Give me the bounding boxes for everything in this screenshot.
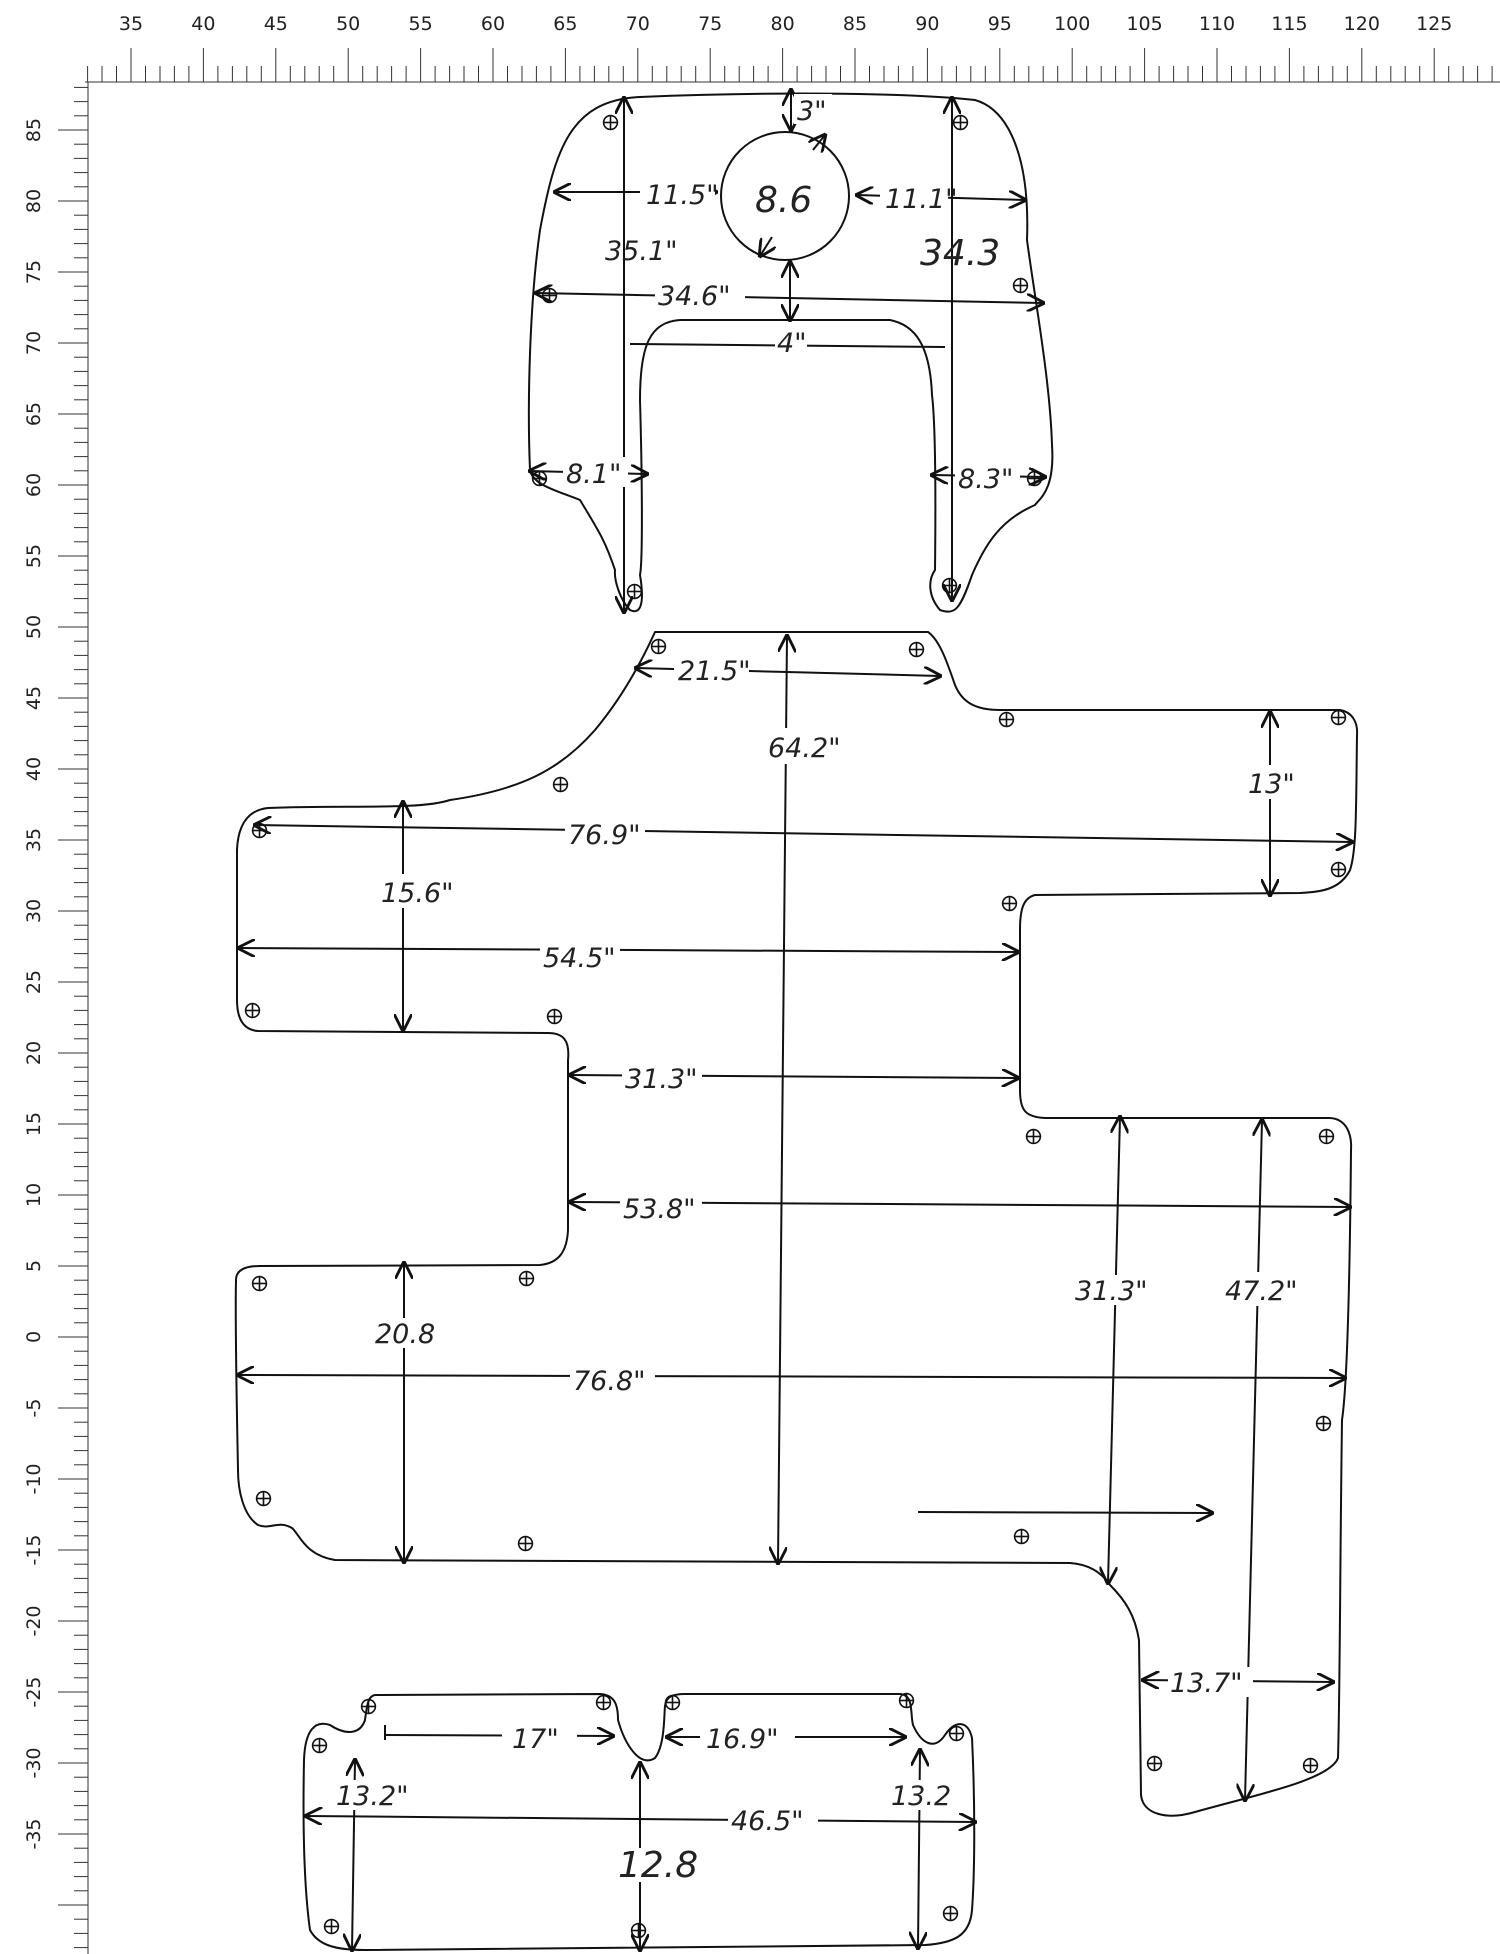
rivet-hole-icon bbox=[1028, 472, 1042, 486]
ruler-label: 15 bbox=[23, 1111, 45, 1137]
ruler-label: -30 bbox=[23, 1747, 45, 1779]
ruler-label: 45 bbox=[23, 685, 45, 711]
ruler-label: 115 bbox=[1271, 13, 1308, 35]
rivet-hole-icon bbox=[1320, 1130, 1334, 1144]
ruler-label: -20 bbox=[23, 1605, 45, 1637]
rivet-hole-icon bbox=[943, 579, 957, 593]
dim-line bbox=[778, 636, 787, 1563]
ruler-label: 35 bbox=[118, 13, 144, 35]
ruler-label: 80 bbox=[23, 188, 45, 214]
ruler-label: 55 bbox=[408, 13, 433, 35]
ruler-label: 40 bbox=[191, 13, 216, 35]
ruler-label: 100 bbox=[1054, 13, 1091, 35]
dim-label: 53.8" bbox=[623, 1194, 696, 1225]
ruler-label: 80 bbox=[770, 13, 795, 35]
dim-label: 64.2" bbox=[768, 733, 841, 764]
rivet-hole-icon bbox=[1332, 863, 1346, 877]
dim-line bbox=[1245, 1120, 1262, 1800]
ruler-label: 120 bbox=[1343, 13, 1380, 35]
rivet-hole-icon bbox=[246, 1004, 260, 1018]
ruler-label: 65 bbox=[23, 401, 45, 427]
dim-label: 21.5" bbox=[678, 656, 751, 687]
ruler-label: 90 bbox=[915, 13, 940, 35]
dim-label: 11.5" bbox=[646, 180, 719, 211]
ruler-label: -5 bbox=[23, 1398, 45, 1418]
dim-label: 13" bbox=[1248, 769, 1295, 800]
dim-label: 13.2" bbox=[336, 1781, 409, 1812]
ruler-label: -15 bbox=[23, 1534, 45, 1566]
pattern-main bbox=[236, 632, 1357, 1816]
rivet-hole-icon bbox=[1304, 1759, 1318, 1773]
rivet-hole-icon bbox=[652, 640, 666, 654]
pattern-top bbox=[529, 90, 1053, 612]
dim-label: 34.6" bbox=[658, 281, 731, 312]
dim-label: 13.7" bbox=[1170, 1668, 1243, 1699]
dim-label: 76.8" bbox=[573, 1366, 646, 1397]
ruler-label: 60 bbox=[480, 13, 506, 35]
rivet-hole-icon bbox=[1003, 897, 1017, 911]
dim-label: 34.3 bbox=[920, 233, 1001, 274]
rivet-hole-icon bbox=[548, 1010, 562, 1024]
dim-label: 8.1" bbox=[566, 459, 622, 490]
ruler-label: 65 bbox=[553, 13, 578, 35]
dim-label: 76.9" bbox=[568, 820, 641, 851]
ruler-label: 10 bbox=[23, 1182, 45, 1208]
dim-line bbox=[239, 948, 1018, 952]
ruler-label: 45 bbox=[263, 13, 288, 35]
dim-label: 16.9" bbox=[706, 1724, 779, 1755]
rivet-hole-icon bbox=[554, 778, 568, 792]
ruler-label: 50 bbox=[336, 13, 361, 35]
rivet-hole-icon bbox=[954, 116, 968, 130]
ruler-label: 125 bbox=[1416, 13, 1453, 35]
dim-label: 17" bbox=[512, 1724, 559, 1755]
ruler-label: 5 bbox=[23, 1259, 45, 1273]
dim-label: 15.6" bbox=[381, 878, 454, 909]
dim-line bbox=[385, 1735, 613, 1736]
top-ruler-ticks bbox=[88, 48, 1493, 82]
left-ruler-ticks bbox=[58, 87, 88, 1947]
ruler-label: 105 bbox=[1126, 13, 1163, 35]
rivet-hole-icon bbox=[604, 116, 618, 130]
dim-label: 13.2 bbox=[891, 1781, 952, 1812]
dim-label: 4" bbox=[777, 328, 807, 359]
ruler-label: 75 bbox=[698, 13, 723, 35]
ruler-label: 55 bbox=[23, 543, 45, 569]
ruler-label: 95 bbox=[987, 13, 1012, 35]
ruler-label: 70 bbox=[23, 330, 45, 356]
rivet-hole-icon bbox=[632, 1924, 646, 1938]
ruler-label: 75 bbox=[23, 259, 45, 285]
pattern-bottom bbox=[304, 1694, 975, 1950]
dim-label: 35.1" bbox=[605, 236, 678, 267]
rivet-hole-icon bbox=[628, 585, 642, 599]
dim-label: 3" bbox=[797, 96, 827, 127]
ruler-label: 85 bbox=[23, 117, 45, 143]
rivet-hole-icon bbox=[533, 472, 547, 486]
rivet-hole-icon bbox=[910, 643, 924, 657]
dim-line bbox=[918, 1512, 1212, 1513]
rivet-hole-icon bbox=[597, 1696, 611, 1710]
ruler-label: 50 bbox=[23, 614, 45, 640]
dim-label: 8.3" bbox=[958, 464, 1014, 495]
rivet-hole-icon bbox=[519, 1537, 533, 1551]
dim-label: 54.5" bbox=[543, 943, 616, 974]
ruler-label: 70 bbox=[625, 13, 650, 35]
rivet-hole-icon bbox=[1014, 279, 1028, 293]
ruler-label: -10 bbox=[23, 1463, 45, 1495]
ruler-label: -25 bbox=[23, 1676, 45, 1708]
rivet-hole-icon bbox=[257, 1492, 271, 1506]
ruler-label: 35 bbox=[23, 827, 45, 853]
dim-line bbox=[813, 135, 825, 150]
dim-line bbox=[918, 1750, 920, 1948]
rivet-hole-icon bbox=[1000, 713, 1014, 727]
rivet-hole-icon bbox=[944, 1907, 958, 1921]
left-ruler-labels bbox=[23, 118, 45, 1850]
rivet-hole-icon bbox=[362, 1700, 376, 1714]
left-ruler bbox=[23, 82, 88, 1954]
dim-line bbox=[760, 237, 772, 256]
rivet-hole-icon bbox=[325, 1920, 339, 1934]
dim-label: 47.2" bbox=[1225, 1276, 1298, 1307]
rivet-hole-icon bbox=[900, 1694, 914, 1708]
dim-label: 31.3" bbox=[1075, 1276, 1148, 1307]
dim-label: 20.8 bbox=[375, 1319, 436, 1350]
top-ruler-labels bbox=[119, 13, 1452, 35]
ruler-label: 85 bbox=[842, 13, 868, 35]
ruler-label: 25 bbox=[23, 969, 45, 995]
top-ruler bbox=[85, 13, 1500, 82]
rivet-hole-icon bbox=[1148, 1757, 1162, 1771]
ruler-label: 40 bbox=[23, 756, 45, 782]
rivet-hole-icon bbox=[1332, 711, 1346, 725]
ruler-label: -35 bbox=[23, 1818, 45, 1850]
rivet-hole-icon bbox=[1015, 1530, 1029, 1544]
rivet-hole-icon bbox=[666, 1696, 680, 1710]
rivet-hole-icon bbox=[313, 1739, 327, 1753]
dim-label: 46.5" bbox=[731, 1806, 804, 1837]
rivet-hole-icon bbox=[1027, 1130, 1041, 1144]
dim-label: 31.3" bbox=[625, 1064, 698, 1095]
rivet-hole-icon bbox=[1317, 1417, 1331, 1431]
ruler-label: 30 bbox=[23, 898, 45, 924]
rivet-hole-icon bbox=[950, 1727, 964, 1741]
dim-label: 11.1" bbox=[885, 184, 958, 215]
dim-label: 12.8 bbox=[618, 1845, 699, 1886]
rivet-hole-icon bbox=[543, 289, 557, 303]
rivet-hole-icon bbox=[253, 1277, 267, 1291]
rivet-hole-icon bbox=[520, 1272, 534, 1286]
ruler-label: 20 bbox=[23, 1040, 45, 1066]
ruler-label: 60 bbox=[23, 472, 45, 498]
ruler-label: 0 bbox=[23, 1330, 45, 1344]
dim-label: 8.6 bbox=[755, 180, 813, 221]
dim-line bbox=[255, 825, 1352, 842]
ruler-label: 110 bbox=[1198, 13, 1236, 35]
